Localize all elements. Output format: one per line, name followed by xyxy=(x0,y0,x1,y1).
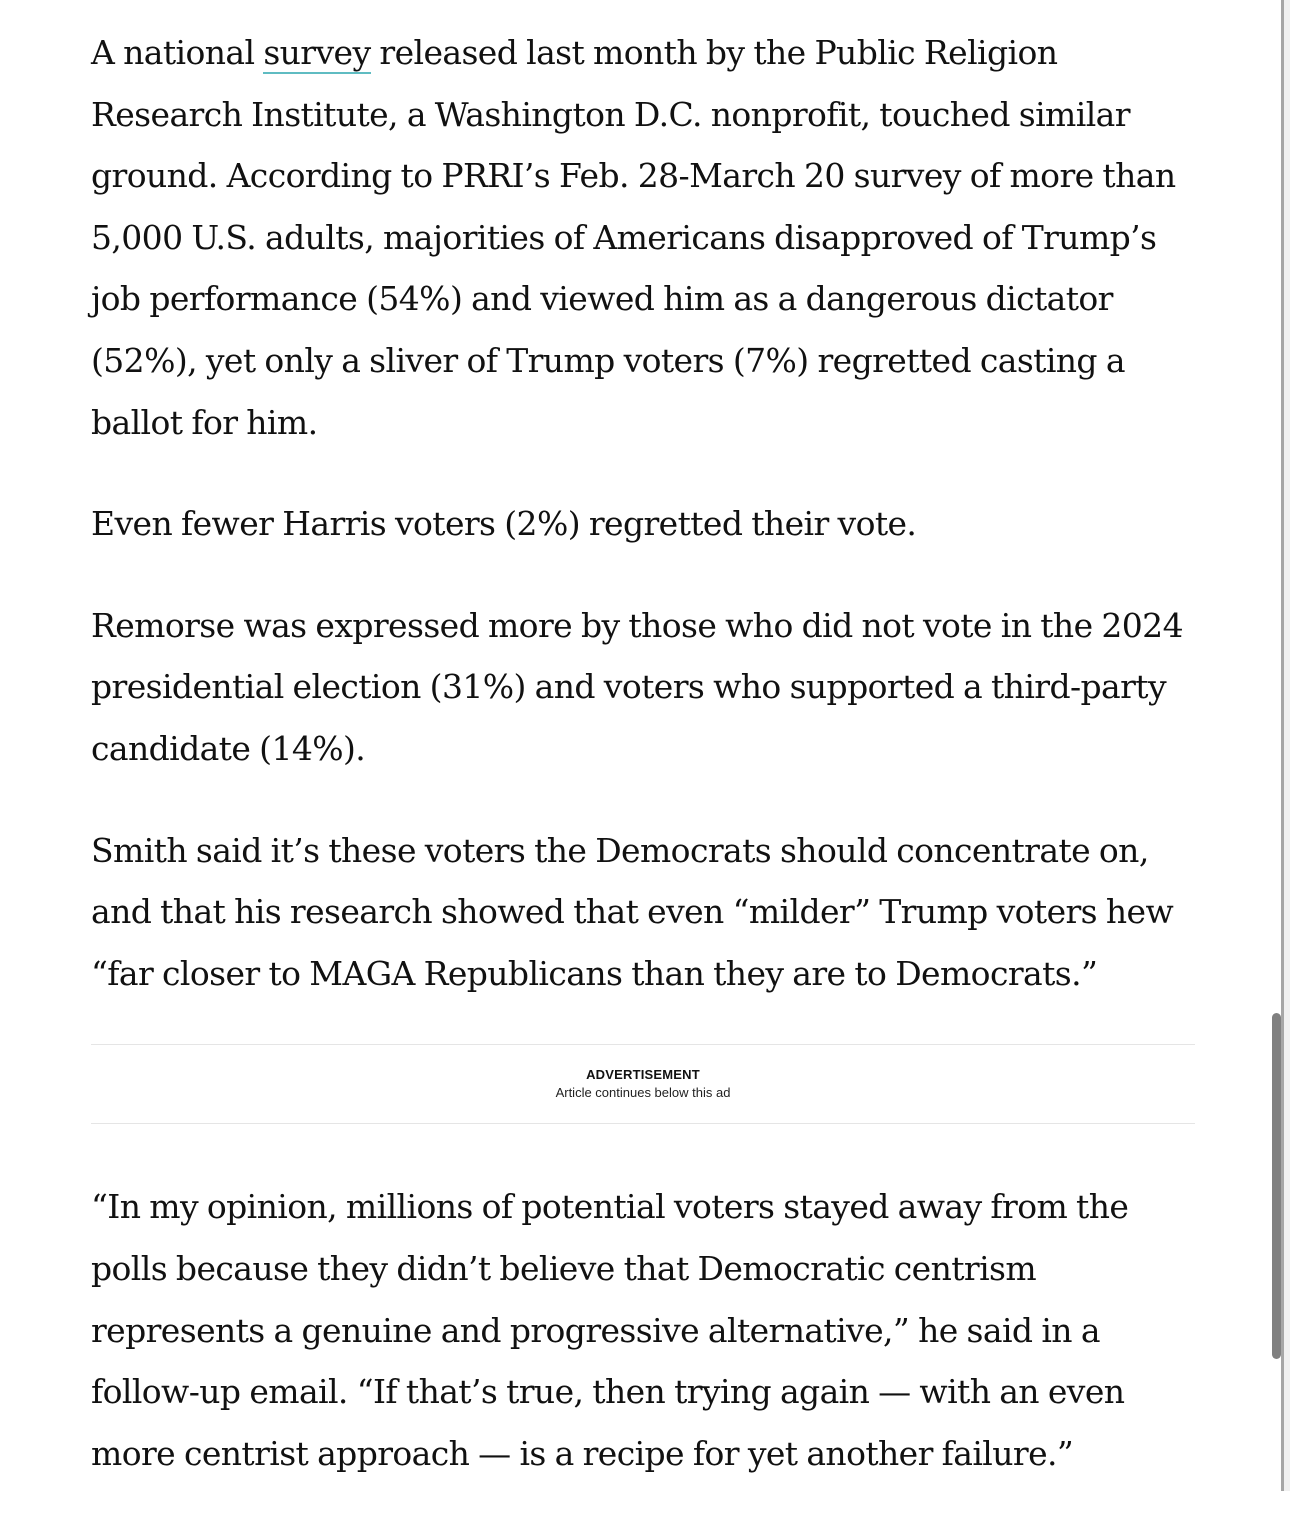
scrollbar-thumb[interactable] xyxy=(1272,1013,1281,1359)
advertisement-slot xyxy=(91,1044,1195,1124)
advertisement-label: ADVERTISEMENT xyxy=(586,1067,700,1083)
scrollbar-track[interactable] xyxy=(1281,0,1290,1491)
paragraph-remorse: Remorse was expressed more by those who did not vote in the 2024 presidential election (31%) and voters who supported a third-party candidate (14%). xyxy=(91,605,1183,768)
advertisement-sublabel: Article continues below this ad xyxy=(555,1085,731,1101)
paragraph-harris-voters: Even fewer Harris voters (2%) regretted their vote. xyxy=(91,504,917,544)
paragraph-prri-survey xyxy=(91,22,1195,453)
article-body xyxy=(91,22,1195,1524)
paragraph-text: A national xyxy=(91,33,264,72)
paragraph-opinion-quote: “In my opinion, millions of potential voters stayed away from the polls because they didn’t believe that Democratic centrism represents a genuine and progressive alternative,” he said in a follow-up email. “If that’s true, then trying again — with an even more centrist approach — is a recipe for yet another failure.” xyxy=(91,1187,1129,1473)
paragraph-smith-quote: Smith said it’s these voters the Democrats should concentrate on, and that his research showed that even “milder” Trump voters hew “far closer to MAGA Republicans than they are to Democrats.” xyxy=(91,830,1174,993)
survey-link[interactable]: survey xyxy=(263,33,371,72)
paragraph-text: released last month by the Public Religion Research Institute, a Washington D.C. nonprofit, touched similar ground. According to PRRI’s Feb. 28-March 20 survey of more than 5,000 U.S. adults, majorities of Americans disapproved of Trump’s job performance (54%) and viewed him as a dangerous dictator (52%), yet only a sliver of Trump voters (7%) regretted casting a ballot for him. xyxy=(91,33,1176,442)
